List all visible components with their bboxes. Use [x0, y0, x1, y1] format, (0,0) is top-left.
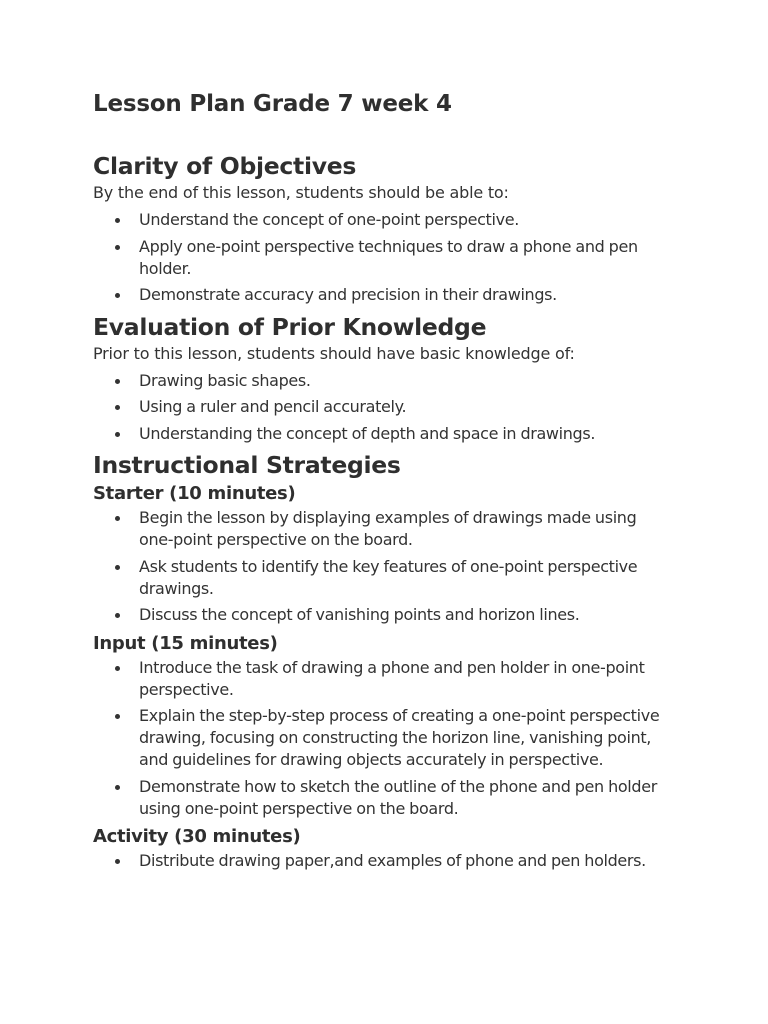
list-item	[93, 507, 673, 551]
list-item	[93, 604, 673, 626]
list-item-text: Understand the concept of one-point perspective.	[139, 210, 519, 229]
activity-list	[93, 850, 673, 872]
list-item-text: Understanding the concept of depth and space in drawings.	[139, 423, 596, 443]
bullet-icon	[115, 785, 120, 790]
list-item	[93, 209, 673, 231]
list-item-text: Introduce the task of drawing a phone and pen holder in one-point perspective.	[139, 657, 645, 699]
input-list	[93, 657, 673, 820]
prior-knowledge-intro: Prior to this lesson, students should have basic knowledge of:	[93, 343, 575, 363]
list-item-text: Demonstrate how to sketch the outline of the phone and pen holder using one-point perspective on the board.	[139, 776, 657, 818]
list-item	[93, 423, 673, 445]
list-item-text: Discuss the concept of vanishing points and horizon lines.	[139, 605, 580, 624]
bullet-icon	[115, 666, 120, 671]
bullet-icon	[115, 245, 120, 250]
objectives-heading: Clarity of Objectives	[93, 152, 357, 180]
objectives-intro: By the end of this lesson, students should be able to:	[93, 183, 509, 202]
prior-knowledge-heading: Evaluation of Prior Knowledge	[93, 312, 487, 341]
list-item-text: Using a ruler and pencil accurately.	[139, 397, 407, 416]
list-item	[93, 850, 673, 872]
document-title: Lesson Plan Grade 7 week 4	[93, 91, 452, 117]
list-item	[93, 236, 673, 280]
list-item	[93, 657, 673, 701]
strategies-heading: Instructional Strategies	[93, 451, 401, 479]
bullet-icon	[115, 432, 120, 437]
bullet-icon	[115, 613, 120, 618]
activity-heading: Activity (30 minutes)	[93, 826, 301, 847]
list-item-text: Distribute drawing paper,and examples of phone and pen holders.	[139, 851, 646, 870]
list-item	[93, 776, 673, 820]
list-item-text: Explain the step-by-step process of creating a one-point perspective drawing, focusing on constructing the horizon line, vanishing point, and guidelines for drawing objects accurately in perspective.	[139, 706, 660, 769]
bullet-icon	[115, 714, 120, 719]
document-page	[93, 86, 673, 872]
bullet-icon	[115, 293, 120, 298]
bullet-icon	[115, 379, 120, 384]
bullet-icon	[115, 405, 120, 410]
list-item-text: Demonstrate accuracy and precision in their drawings.	[139, 285, 557, 304]
list-item	[93, 396, 673, 418]
objectives-list	[93, 209, 673, 306]
bullet-icon	[115, 516, 120, 521]
prior-knowledge-section	[93, 311, 673, 445]
list-item	[93, 284, 673, 306]
prior-knowledge-list	[93, 370, 673, 445]
strategies-section	[93, 449, 673, 872]
list-item	[93, 705, 673, 771]
bullet-icon	[115, 565, 120, 570]
list-item-text: Drawing basic shapes.	[139, 370, 311, 390]
bullet-icon	[115, 859, 120, 864]
list-item	[93, 370, 673, 392]
list-item-text: Ask students to identify the key features of one-point perspective drawings.	[139, 556, 638, 598]
list-item	[93, 556, 673, 600]
starter-list	[93, 507, 673, 626]
objectives-section	[93, 150, 673, 306]
input-heading: Input (15 minutes)	[93, 632, 278, 654]
list-item-text: Apply one-point perspective techniques to draw a phone and pen holder.	[139, 236, 638, 278]
bullet-icon	[115, 218, 120, 223]
starter-heading: Starter (10 minutes)	[93, 483, 296, 504]
list-item-text: Begin the lesson by displaying examples of drawings made using one-point perspective on the board.	[139, 508, 637, 549]
